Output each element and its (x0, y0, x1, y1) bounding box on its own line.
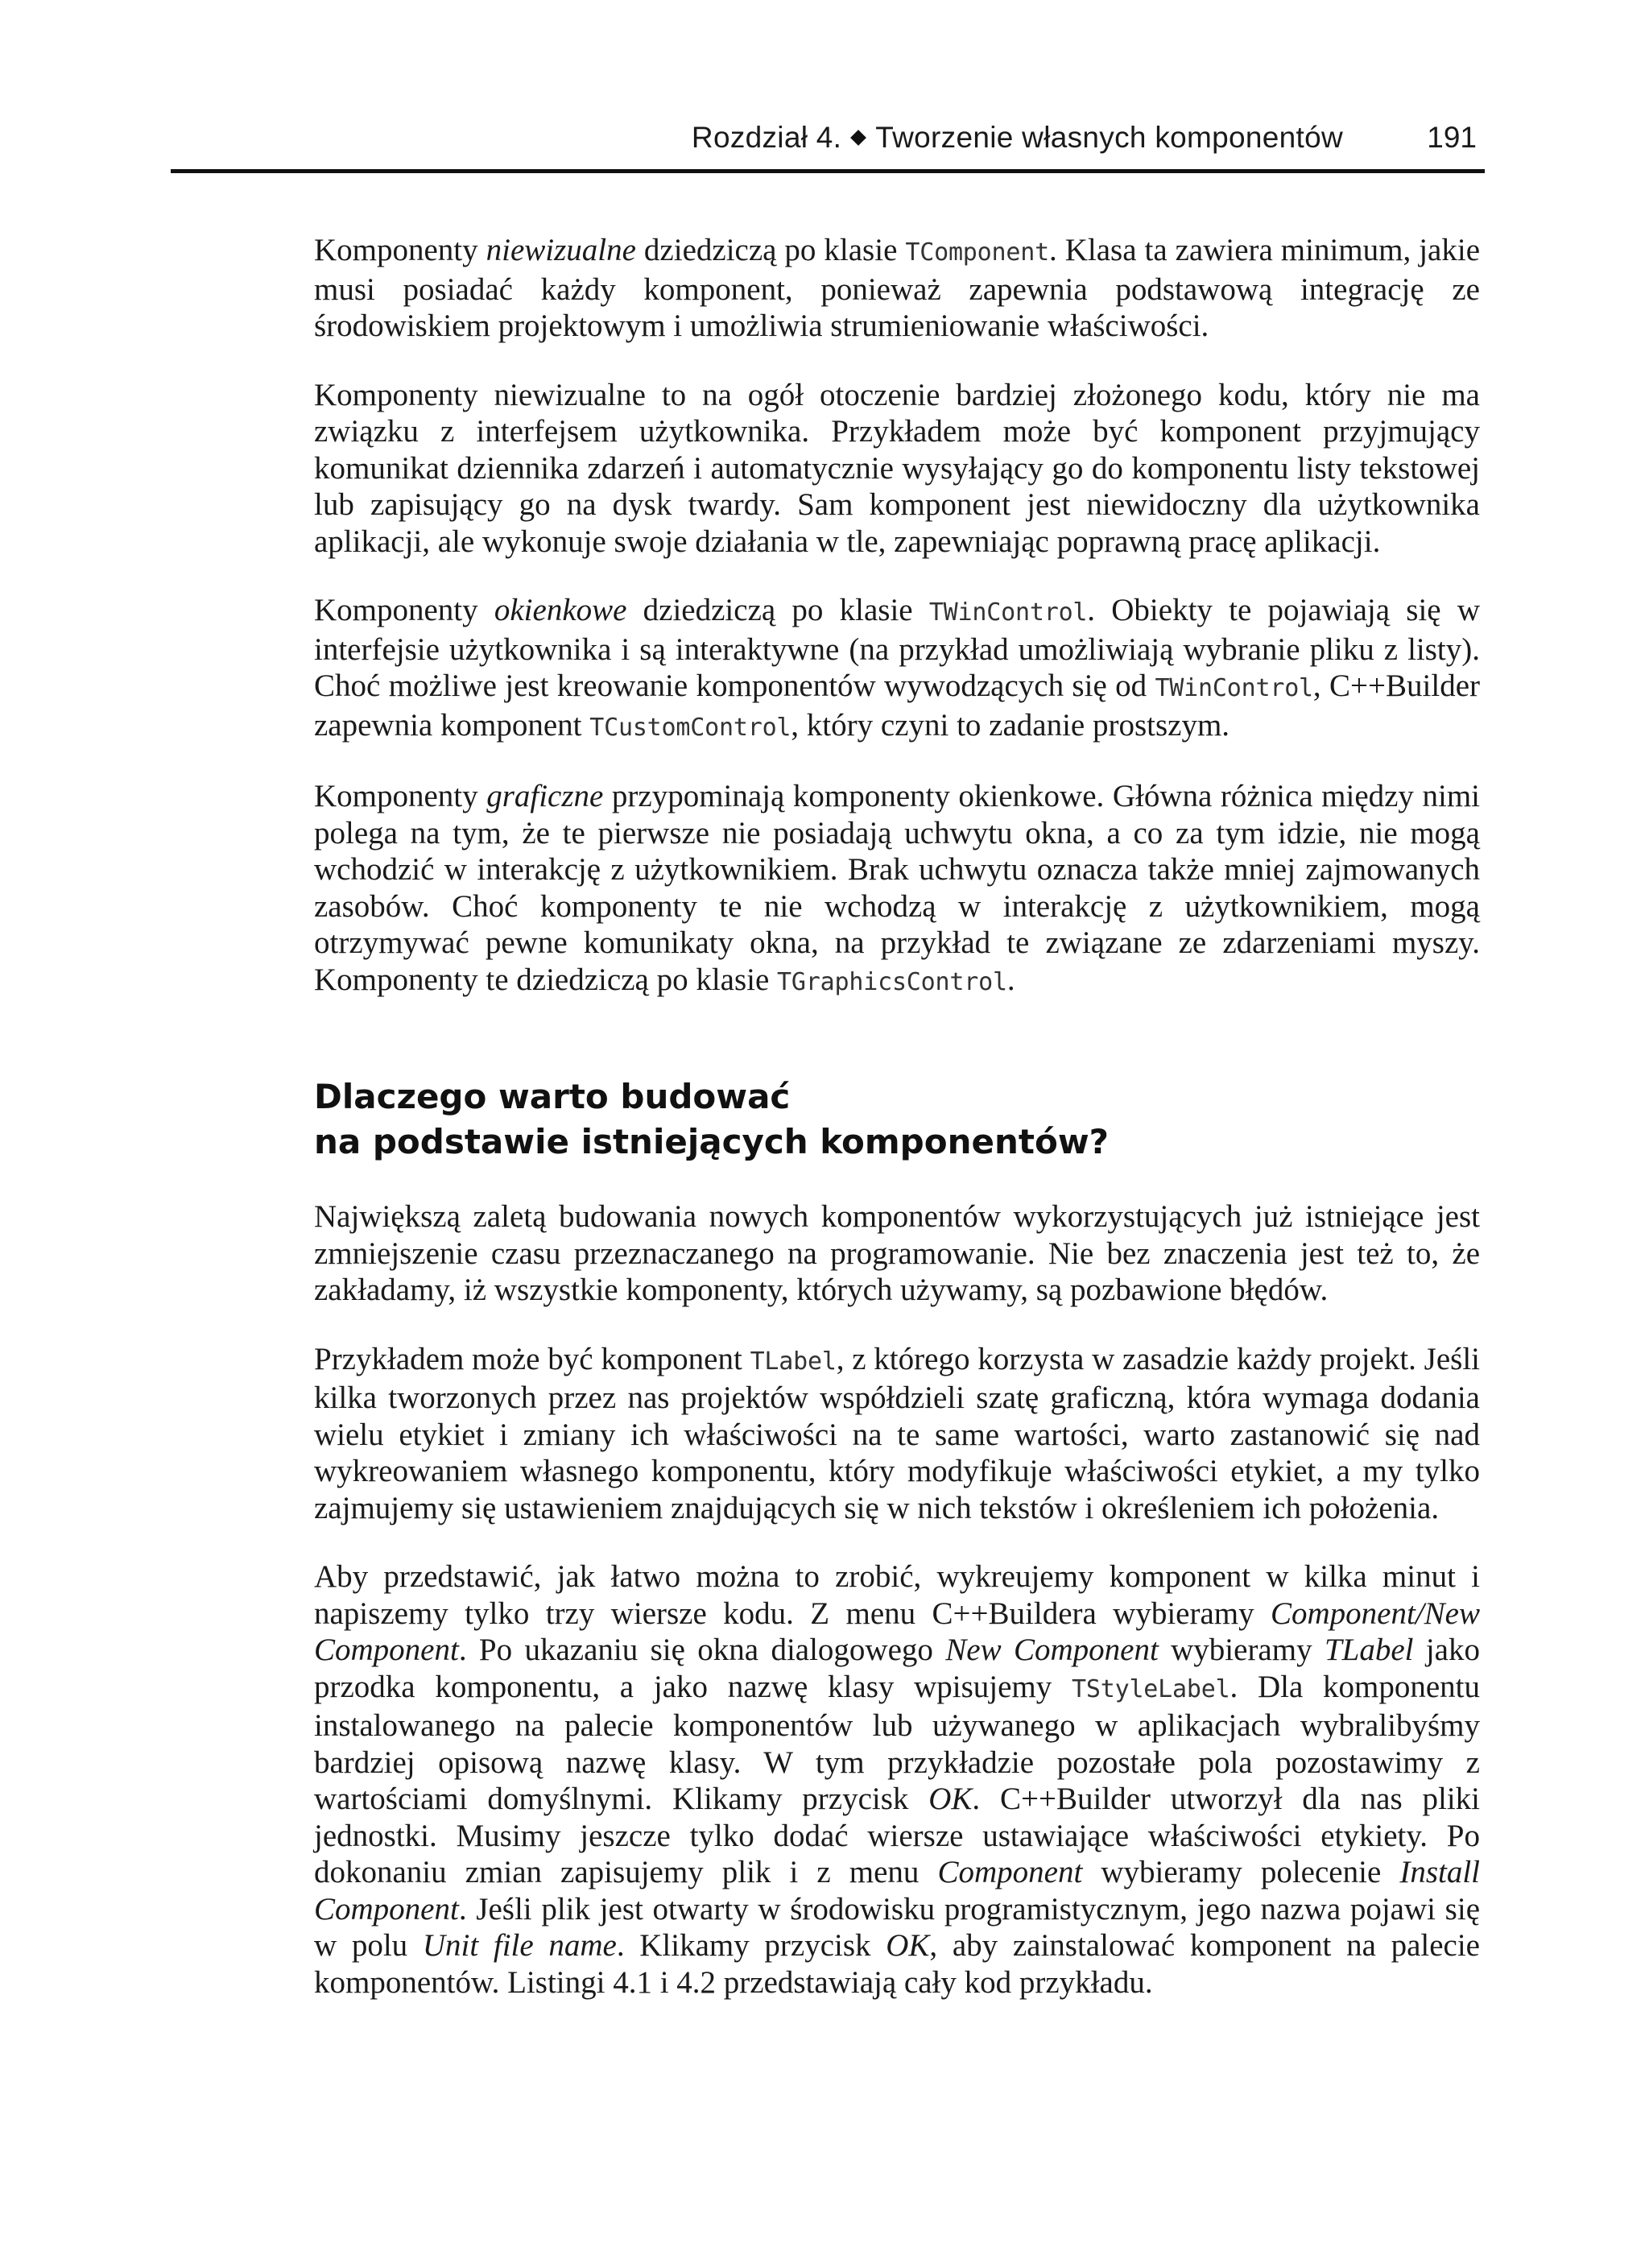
text-run: , z którego korzysta w zasadzie każdy projekt. Jeśli kilka tworzonych przez nas projektów współdzieli szatę graficzną, która wymaga dodania wielu etykiet i zmiany ich właściwości na te same wartości, warto zastanowić się nad wykreowaniem własnego komponentu, który modyfikuje właściwości etykiet, a my tylko zajmujemy się ustawieniem znajdujących się w nich tekstów i określeniem ich położenia. (314, 1341, 1481, 1525)
section-heading-line-2: na podstawie istniejących komponentów? (314, 1122, 1109, 1161)
text-run: . C++Builder utworzył dla nas pliki jednostki. Musimy jeszcze tylko dodać wiersze ustawiające właściwości etykiety. Po dokonaniu zmian zapisujemy plik i z menu (314, 1782, 1480, 1889)
code-identifier: TWinControl (1155, 674, 1313, 702)
code-identifier: TGraphicsControl (777, 967, 1007, 996)
text-run: , który czyni to zadanie prostszym. (791, 707, 1230, 743)
paragraph-graphic-components (314, 778, 1480, 1000)
page-body (314, 232, 1480, 2001)
running-header (171, 121, 1485, 173)
emphasis-term: niewizualne (486, 233, 636, 267)
paragraph-windowed-components (314, 592, 1480, 746)
section-heading (314, 1074, 1480, 1165)
paragraph-advantages (314, 1198, 1480, 1309)
text-run: . Dla komponentu instalowanego na palecie komponentów lub używanego w aplikacjach wybralibyśmy bardziej opisową nazwę klasy. W tym przykładzie pozostałe pola pozostawimy z wartościami domyślnymi. Klikamy przycisk (314, 1669, 1480, 1816)
field-name: Unit file name (422, 1928, 617, 1963)
chapter-number: Rozdział 4. (691, 121, 842, 154)
text-run: . Po ukazaniu się okna dialogowego (458, 1633, 946, 1667)
diamond-bullet-icon (850, 130, 866, 146)
page-number: 191 (1427, 121, 1477, 154)
chapter-title: Tworzenie własnych komponentów (875, 121, 1343, 154)
section-heading-line-1: Dlaczego warto budować (314, 1077, 791, 1116)
text-run: Komponenty (314, 593, 494, 627)
text-run: Największą zaletą budowania nowych komponentów wykorzystujących już istniejące jest zmniejszenie czasu przeznaczanego na programowanie. Nie bez znaczenia jest też to, że zakładamy, iż wszystkie komponenty, których używamy, są pozbawione błędów. (314, 1199, 1480, 1307)
text-run: , C++Builder zapewnia komponent (314, 668, 1480, 743)
text-run: wybieramy (1158, 1633, 1325, 1667)
text-run: Przykładem może być komponent (314, 1341, 750, 1376)
paragraph-nonvisual-examples (314, 377, 1480, 561)
text-run: dziedziczą po klasie (626, 593, 929, 627)
dialog-name: New Component (945, 1633, 1159, 1667)
command-name: Install Component (314, 1855, 1480, 1927)
text-run: . Obiekty te pojawiają się w interfejsie użytkownika i są interaktywne (na przykład umożliwiają wybranie pliku z listy). Choć możliwe jest kreowanie komponentów wywodzących się od (314, 593, 1480, 703)
text-run: Komponenty (314, 779, 487, 813)
text-run: . Klasa ta zawiera minimum, jakie musi posiadać każdy komponent, ponieważ zapewnia podstawową integrację ze środowiskiem projektowym i umożliwia strumieniowanie właściwości. (314, 233, 1480, 343)
button-name: OK (928, 1782, 973, 1816)
text-run: Komponenty niewizualne to na ogół otoczenie bardziej złożonego kodu, który nie ma związku z interfejsem użytkownika. Przykładem może być komponent przyjmujący komunikat dziennika zdarzeń i automatycznie wysyłający go do komponentu listy tekstowej lub zapisujący go na dysk twardy. Sam komponent jest niewidoczny dla użytkownika aplikacji, ale wykonuje swoje działania w tle, zapewniając poprawną pracę aplikacji. (314, 377, 1480, 559)
text-run: dziedziczą po klasie (635, 233, 906, 267)
text-run: . (1006, 962, 1015, 997)
button-name: OK (886, 1928, 930, 1963)
text-run: . Jeśli plik jest otwarty w środowisku programistycznym, jego nazwa pojawi się w polu (314, 1891, 1480, 1963)
code-identifier: TLabel (750, 1347, 837, 1376)
emphasis-term: okienkowe (494, 593, 627, 627)
running-header-chapter (692, 121, 1343, 155)
text-run: jako przodka komponentu, a jako nazwę klasy wpisujemy (314, 1633, 1480, 1704)
text-run: przypominają komponenty okienkowe. Główna różnica między nimi polega na tym, że te pierwsze nie posiadają uchwytu okna, a co za tym idzie, nie mogą wchodzić w interakcję z użytkownikiem. Brak uchwytu oznacza także mniej zajmowanych zasobów. Choć komponenty te nie wchodzą w interakcję z użytkownikiem, mogą otrzymywać pewne komunikaty okna, na przykład te związane ze zdarzeniami myszy. Komponenty te dziedziczą po klasie (314, 779, 1480, 997)
text-run: , aby zainstalować komponent na palecie komponentów. Listingi 4.1 i 4.2 przedstawiają cały kod przykładu. (314, 1928, 1480, 2000)
text-run: Aby przedstawić, jak łatwo można to zrobić, wykreujemy komponent w kilka minut i napiszemy tylko trzy wiersze kodu. Z menu C++Buildera wybieramy (314, 1559, 1480, 1631)
code-identifier: TCustomControl (589, 713, 791, 742)
code-identifier: TWinControl (928, 598, 1088, 627)
emphasis-term: graficzne (486, 779, 604, 813)
code-identifier: TComponent (905, 238, 1049, 267)
paragraph-walkthrough (314, 1558, 1480, 2001)
text-run: . Klikamy przycisk (616, 1928, 886, 1963)
paragraph-tlabel-example (314, 1341, 1480, 1527)
menu-path: Component/New Component (314, 1595, 1480, 1667)
paragraph-nonvisual-components (314, 232, 1480, 345)
menu-name: Component (937, 1855, 1083, 1889)
text-run: Komponenty (314, 233, 486, 267)
class-name: TLabel (1324, 1633, 1414, 1667)
code-identifier: TStyleLabel (1072, 1674, 1230, 1703)
text-run: wybieramy polecenie (1082, 1855, 1400, 1889)
